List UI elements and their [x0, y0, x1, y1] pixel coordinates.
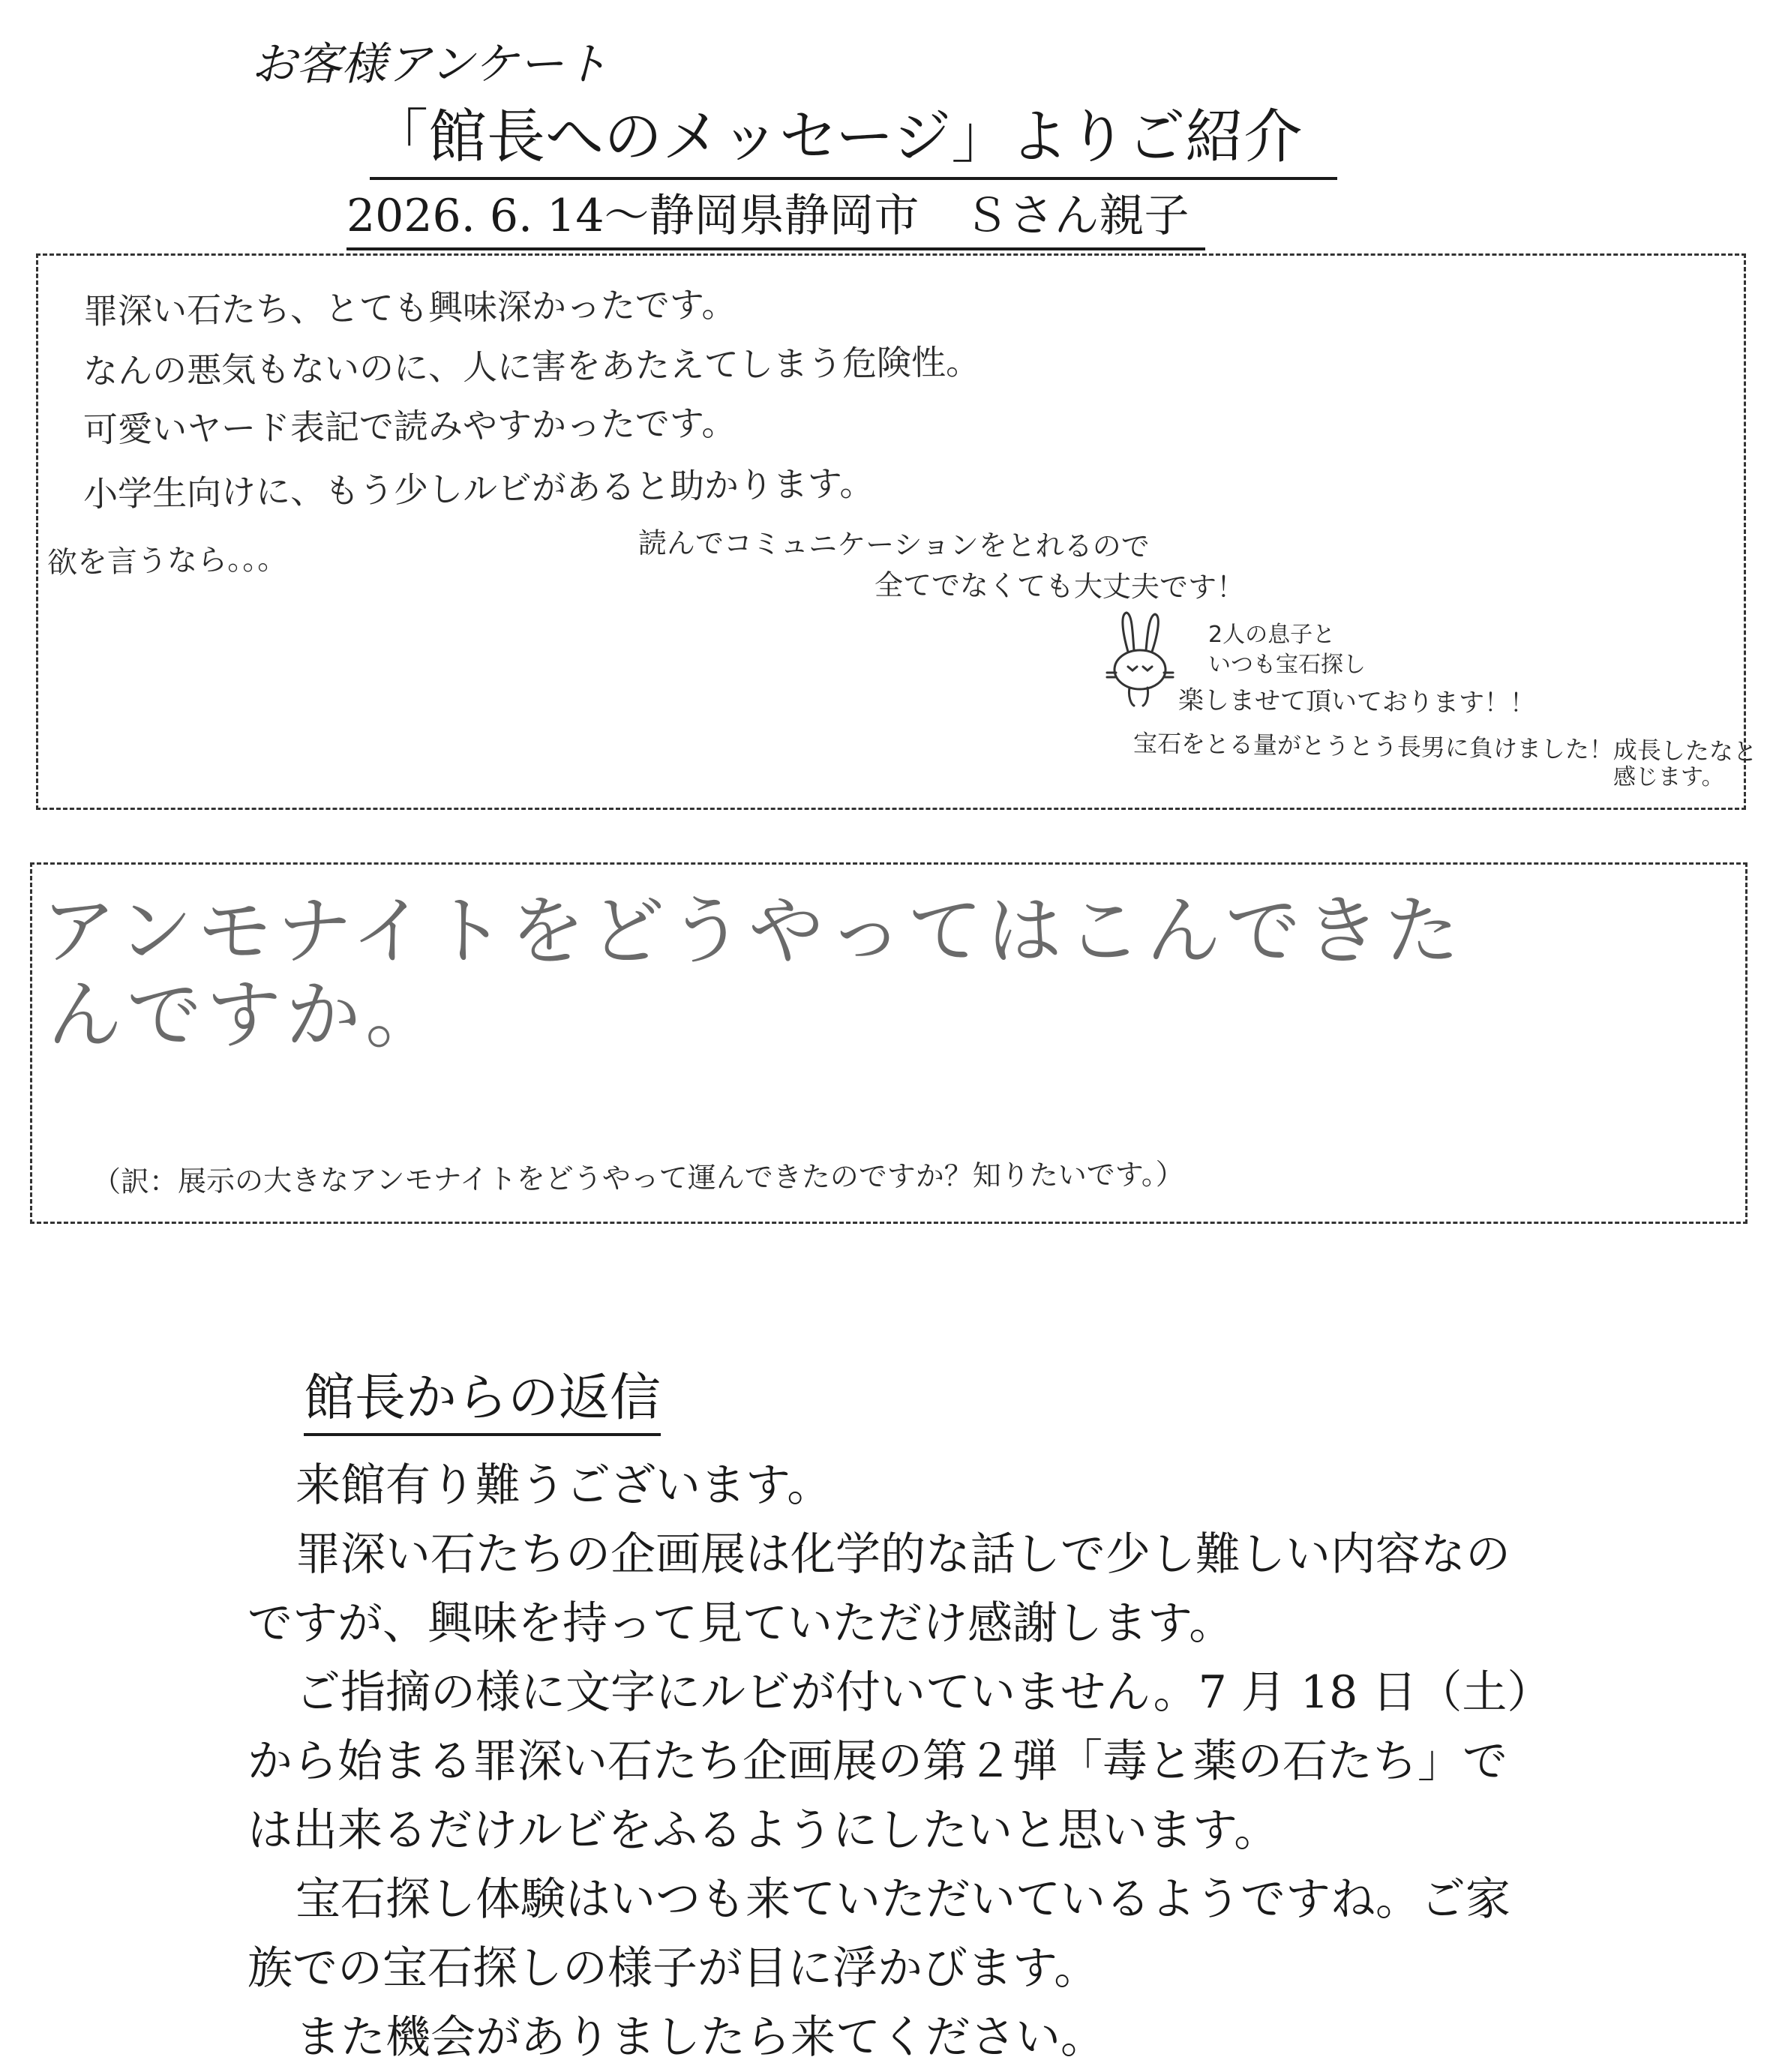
message-line: 全てでなくても大丈夫です！: [874, 568, 1246, 604]
message-line: 2人の息子と: [1208, 622, 1336, 648]
reply-line: 族での宝石探しの様子が目に浮かびます。: [248, 1942, 1100, 1995]
reply-line: ですが、興味を持って見ていただけ感謝します。: [248, 1597, 1234, 1650]
message-line: いつも宝石探し: [1208, 652, 1366, 678]
reply-line: は出来るだけルビをふるようにしたいと思います。: [248, 1804, 1280, 1857]
bunny-doodle-icon: [1100, 608, 1182, 713]
reply-line: ご指摘の様に文字にルビが付いていません。7 月 18 日（土）: [296, 1666, 1552, 1719]
message-line: 感じます。: [1613, 764, 1724, 790]
reply-body: [248, 1451, 1598, 2072]
message-line: 欲を言うなら。。。: [46, 541, 288, 580]
reply-line: また機会がありましたら来てください。: [296, 2011, 1106, 2064]
visitor-message-box: [36, 253, 1758, 810]
reply-line: から始まる罪深い石たち企画展の第２弾「毒と薬の石たち」で: [248, 1735, 1508, 1788]
page-title: 「館長へのメッセージ」よりご紹介: [370, 90, 1337, 180]
translation-note: （訳：展示の大きなアンモナイトをどうやって運んできたのですか？知りたいです。）: [92, 1157, 1184, 1198]
message-line: 楽しませて頂いております！！: [1178, 685, 1536, 719]
reply-line: 罪深い石たちの企画展は化学的な話しで少し難しい内容なの: [296, 1528, 1510, 1581]
message-line: 宝石をとる量がとうとう長男に負けました！成長したなと: [1132, 729, 1758, 766]
child-message-box: [30, 862, 1748, 1224]
message-line: なんの悪気もないのに、人に害をあたえてしまう危険性。: [82, 341, 981, 391]
message-line: 小学生向けに、もう少しルビがあると助かります。: [82, 463, 874, 514]
reply-heading: 館長からの返信: [304, 1357, 661, 1436]
message-line: 読んでコミュニケーションをとれるので: [638, 526, 1150, 563]
child-message-line: アンモナイトをどうやってはこんできた: [41, 887, 1464, 975]
message-line: 可愛いヤード表記で読みやすかったです。: [82, 402, 736, 450]
child-message-line: んですか。: [47, 971, 445, 1059]
reply-line: 来館有り難うございます。: [296, 1459, 832, 1512]
visit-info: 2026. 6. 14～静岡県静岡市 Ｓさん親子: [346, 180, 1205, 250]
reply-line: 宝石探し体験はいつも来ていただいているようですね。ご家: [296, 1873, 1510, 1926]
survey-label: お客様アンケート: [251, 38, 609, 91]
message-line: 罪深い石たち、とても興味深かったです。: [82, 283, 736, 331]
